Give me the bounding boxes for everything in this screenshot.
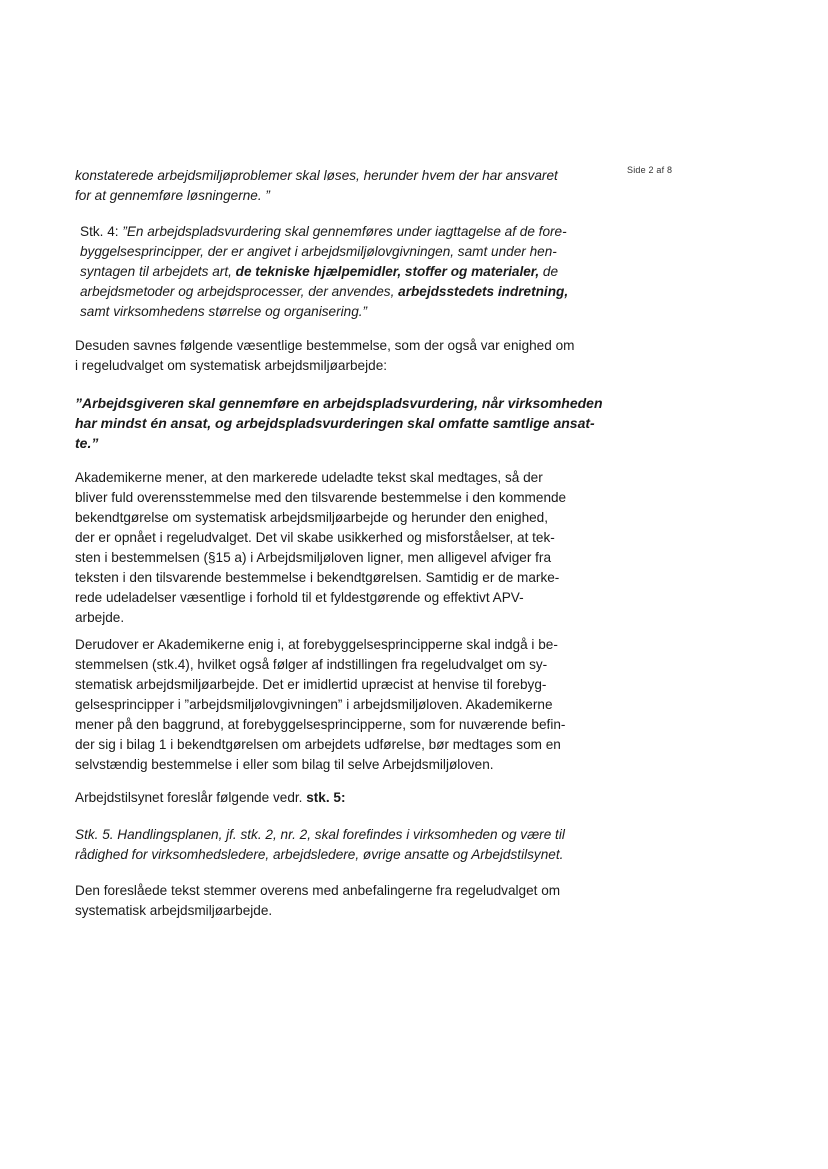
text-span: ”En arbejdspladsvurdering skal gennemføres under iagttagelse af de fore- [122,224,567,239]
paragraph-akademikerne [75,468,587,628]
text-line [80,262,592,282]
text-line: systematisk arbejdsmiljøarbejde. [75,903,273,918]
text-line: i regeludvalget om systematisk arbejdsmiljøarbejde: [75,358,388,373]
text-line: te.” [75,435,99,451]
quoted-provision [75,393,603,453]
text-span: syntagen til arbejdets art, [80,264,236,279]
highlighted-text: arbejdsstedets indretning, [398,284,569,299]
text-line: byggelsesprincipper, der er angivet i arbejdsmiljølovgivningen, samt under hen- [80,244,557,259]
text-line: stematisk arbejdsmiljøarbejde. Det er imidlertid upræcist at henvise til forebyg- [75,677,547,692]
text-line: Den foreslåede tekst stemmer overens med anbefalingerne fra regeludvalget om [75,883,561,898]
text-line: konstaterede arbejdsmiljøproblemer skal løses, herunder hvem der har ansvaret [75,168,558,183]
text-line: sten i bestemmelsen (§15 a) i Arbejdsmiljøloven ligner, men alligevel afviger fra [75,550,551,565]
text-line: har mindst én ansat, og arbejdspladsvurderingen skal omfatte samtlige ansat- [75,415,595,431]
text-line: ”Arbejdsgiveren skal gennemføre en arbejdspladsvurdering, når virksomheden [75,395,603,411]
text-line: samt virksomhedens størrelse og organisering.” [80,304,368,319]
text-line: der er opnået i regeludvalget. Det vil skabe usikkerhed og misforståelser, at tek- [75,530,555,545]
text-line: selvstændig bestemmelse i eller som bilag til selve Arbejdsmiljøloven. [75,757,494,772]
text-line [80,282,592,302]
text-line [75,788,587,808]
text-line: rede udeladelser væsentlige i forhold til et fyldestgørende og effektivt APV- [75,590,524,605]
text-line: Derudover er Akademikerne enig i, at forebyggelsesprincipperne skal indgå i be- [75,637,558,652]
paragraph-stk5 [75,825,587,865]
text-line: gelsesprincipper i ”arbejdsmiljølovgivningen” i arbejdsmiljøloven. Akademikerne [75,697,553,712]
text-span: arbejdsmetoder og arbejdsprocesser, der anvendes, [80,284,399,299]
text-line: for at gennemføre løsningerne. ” [75,188,270,203]
stk5-label: stk. 5: [306,790,346,805]
page-number: Side 2 af 8 [627,165,673,175]
paragraph-conclusion [75,881,587,921]
paragraph-continuation [75,166,587,206]
text-line: arbejde. [75,610,125,625]
paragraph-stk4 [80,222,592,322]
text-line: bekendtgørelse om systematisk arbejdsmiljøarbejde og herunder den enighed, [75,510,549,525]
paragraph-derudover [75,635,587,775]
text-line: Stk. 5. Handlingsplanen, jf. stk. 2, nr. 2, skal forefindes i virksomheden og være til [75,827,565,842]
paragraph-arbejdstilsynet [75,788,587,808]
text-line: mener på den baggrund, at forebyggelsesprincipperne, som for nuværende befin- [75,717,566,732]
text-line: Akademikerne mener, at den markerede udeladte tekst skal medtages, så der [75,470,543,485]
text-span: de [539,264,559,279]
text-span: Arbejdstilsynet foreslår følgende vedr. [75,790,307,805]
text-line [80,222,592,242]
text-line: Desuden savnes følgende væsentlige bestemmelse, som der også var enighed om [75,338,575,353]
text-line: bliver fuld overensstemmelse med den tilsvarende bestemmelse i den kommende [75,490,567,505]
text-line: der sig i bilag 1 i bekendtgørelsen om arbejdets udførelse, bør medtages som en [75,737,561,752]
paragraph-desuden [75,336,587,376]
stk4-label: Stk. 4: [80,224,123,239]
highlighted-text: de tekniske hjælpemidler, stoffer og materialer, [235,264,540,279]
text-line: teksten i den tilsvarende bestemmelse i bekendtgørelsen. Samtidig er de marke- [75,570,560,585]
text-line: stemmelsen (stk.4), hvilket også følger af indstillingen fra regeludvalget om sy- [75,657,548,672]
text-line: rådighed for virksomhedsledere, arbejdsledere, øvrige ansatte og Arbejdstilsynet. [75,847,564,862]
